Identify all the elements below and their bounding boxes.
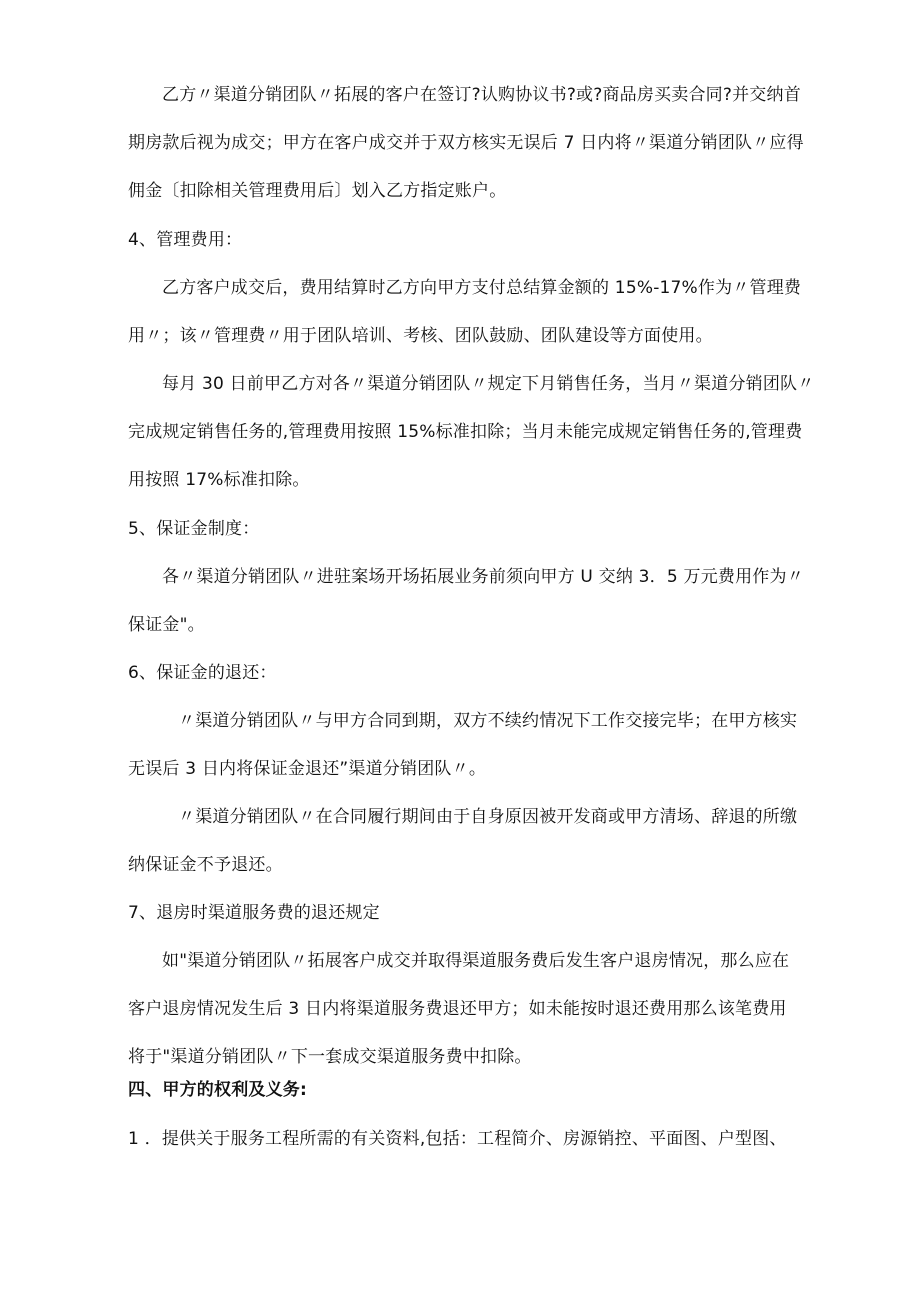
paragraph-line: 客户退房情况发生后 3 日内将渠道服务费退还甲方；如未能按时退还费用那么该笔费用	[128, 999, 787, 1019]
paragraph-line: 用〃；该〃管理费〃用于团队培训、考核、团队鼓励、团队建设等方面使用。	[128, 326, 713, 346]
section-heading: 6、保证金的退还：	[128, 663, 277, 683]
paragraph-line: 〃渠道分销团队〃与甲方合同到期，双方不续约情况下工作交接完毕；在甲方核实	[178, 711, 798, 731]
paragraph-line: 每月 30 日前甲乙方对各〃渠道分销团队〃规定下月销售任务，当月〃渠道分销团队〃	[162, 374, 815, 394]
paragraph-line: 纳保证金不予退还。	[128, 855, 283, 875]
paragraph-line: 无误后 3 日内将保证金退还”渠道分销团队〃。	[128, 759, 487, 779]
chapter-heading: 四、甲方的权利及义务:	[128, 1080, 307, 1100]
section-heading: 5、保证金制度：	[128, 519, 260, 539]
paragraph-line: 将于"渠道分销团队〃下一套成交渠道服务费中扣除。	[128, 1047, 532, 1067]
paragraph-line: 乙方〃渠道分销团队〃拓展的客户在签订?认购协议书?或?商品房买卖合同?并交纳首	[162, 85, 801, 105]
paragraph-line: 各〃渠道分销团队〃进驻案场开场拓展业务前须向甲方 U 交纳 3．5 万元费用作为〃	[162, 567, 804, 587]
list-item: 1 ．提供关于服务工程所需的有关资料,包括：工程简介、房源销控、平面图、户型图、	[128, 1129, 787, 1149]
paragraph-line: 〃渠道分销团队〃在合同履行期间由于自身原因被开发商或甲方清场、辞退的所缴	[178, 807, 798, 827]
paragraph-line: 保证金"。	[128, 615, 205, 635]
paragraph-line: 乙方客户成交后，费用结算时乙方向甲方支付总结算金额的 15%-17%作为〃管理费	[162, 278, 802, 298]
paragraph-line: 期房款后视为成交；甲方在客户成交并于双方核实无误后 7 日内将〃渠道分销团队〃应得	[128, 133, 804, 153]
paragraph-line: 如"渠道分销团队〃拓展客户成交并取得渠道服务费后发生客户退房情况，那么应在	[162, 951, 790, 971]
paragraph-line: 佣金〔扣除相关管理费用后〕划入乙方指定账户。	[128, 181, 507, 201]
section-heading: 4、管理费用：	[128, 230, 243, 250]
paragraph-line: 完成规定销售任务的,管理费用按照 15%标准扣除；当月未能完成规定销售任务的,管理费	[128, 422, 803, 442]
section-heading: 7、退房时渠道服务费的退还规定	[128, 903, 380, 923]
paragraph-line: 用按照 17%标准扣除。	[128, 470, 310, 490]
